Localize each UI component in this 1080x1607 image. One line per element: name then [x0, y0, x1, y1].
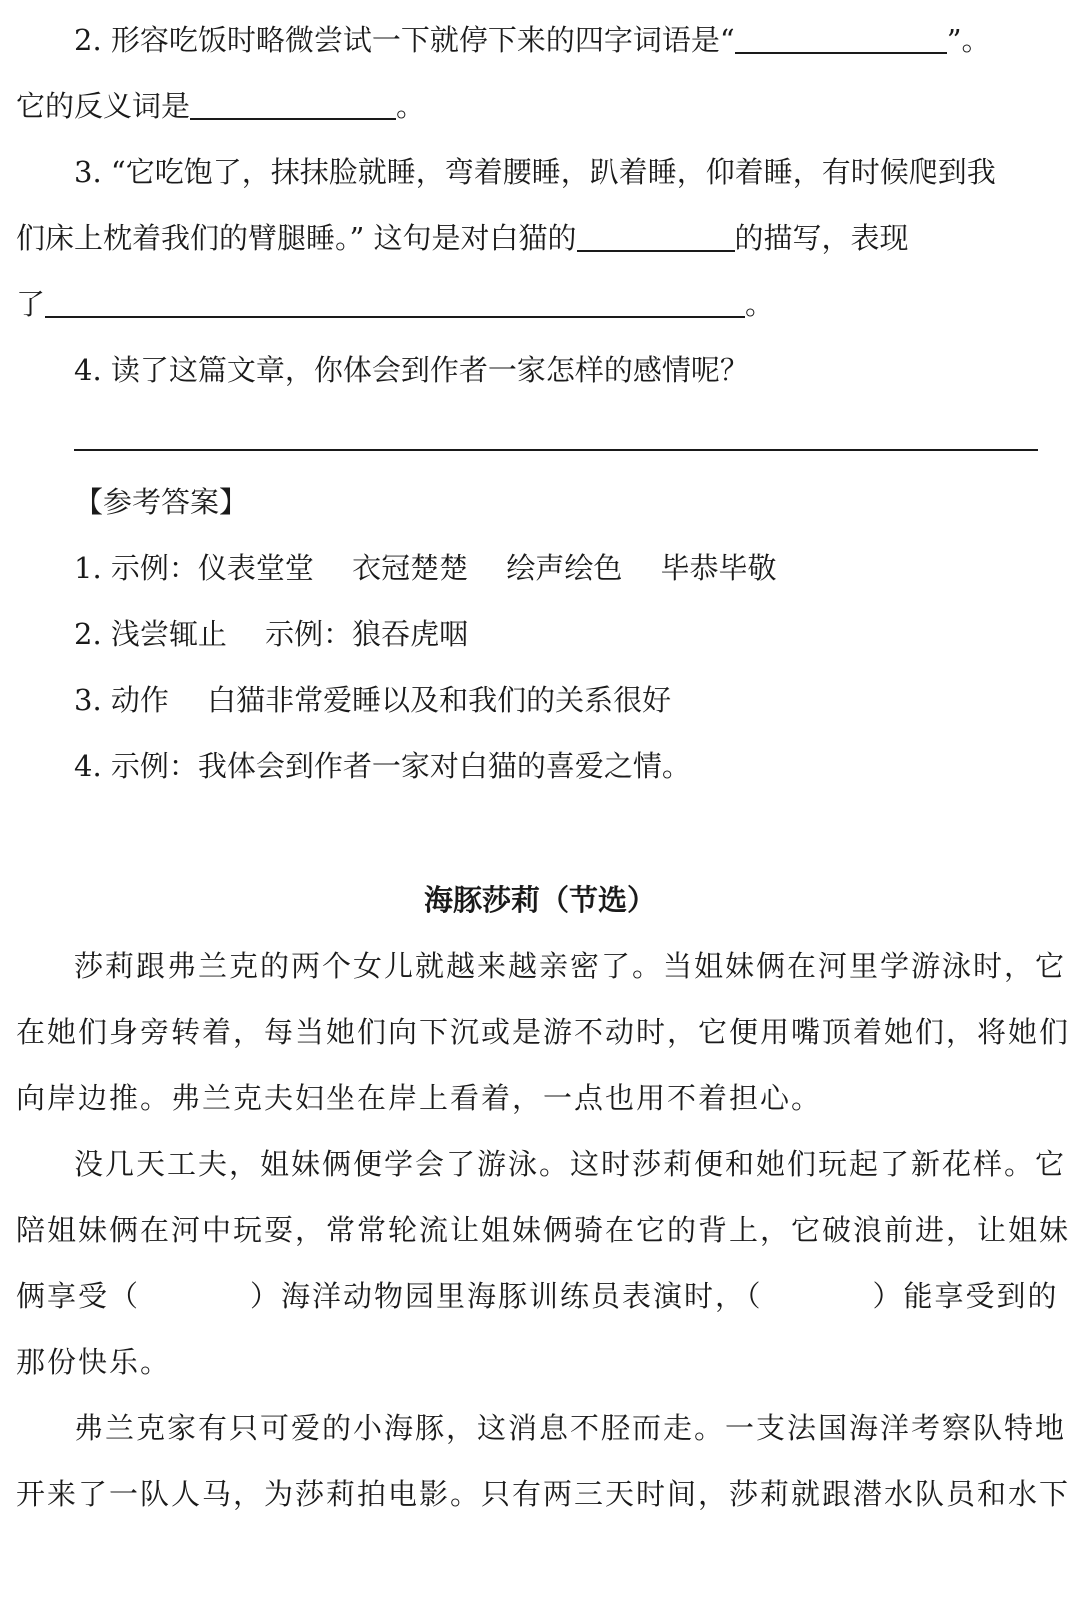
question-3-line-3 — [16, 284, 774, 324]
answer-blank — [735, 22, 947, 54]
answer-1 — [74, 548, 777, 588]
paragraph-2-text: 没几天工夫，姐妹俩便学会了游泳。这时莎莉便和她们玩起了新花样。它 — [74, 1147, 1067, 1181]
closing-quote: ”。 — [946, 23, 991, 57]
question-3-text: 3. “它吃饱了，抹抹脸就睡，弯着腰睡，趴着睡，仰着睡，有时候爬到我 — [74, 155, 996, 189]
paragraph-2-text: ）能享受到的 — [872, 1279, 1059, 1313]
answer-2 — [74, 614, 468, 654]
passage-line — [16, 1474, 1070, 1514]
paragraph-2-text: ）海洋动物园里海豚训练员表演时，（ — [250, 1279, 763, 1313]
paragraph-2-text: 那份快乐。 — [16, 1345, 172, 1379]
question-2-line-1 — [74, 20, 991, 60]
passage-line — [16, 1012, 1070, 1052]
answers-heading — [74, 482, 248, 522]
question-3-text: 们床上枕着我们的臂腿睡。” 这句是对白猫的 — [16, 221, 577, 255]
question-3-line-1 — [74, 152, 996, 192]
answers-heading-text: 【参考答案】 — [74, 485, 249, 519]
answer-2-text: 2. 浅尝辄止 示例：狼吞虎咽 — [74, 617, 469, 651]
passage-line — [16, 1210, 1070, 1250]
question-2-line-2 — [16, 86, 425, 126]
passage-line — [16, 1078, 822, 1118]
paragraph-3-text: 弗兰克家有只可爱的小海豚，这消息不胫而走。一支法国海洋考察队特地 — [74, 1411, 1067, 1445]
answer-blank — [577, 220, 735, 252]
passage-line — [74, 946, 1066, 986]
passage-line — [74, 1144, 1066, 1184]
paragraph-1-text: 向岸边推。弗兰克夫妇坐在岸上看着，一点也用不着担心。 — [16, 1081, 823, 1115]
question-4 — [74, 350, 749, 390]
answer-blank — [45, 286, 745, 318]
answer-3 — [74, 680, 671, 720]
answer-line — [74, 449, 1038, 451]
paragraph-2-text: 陪姐妹俩在河中玩耍，常常轮流让姐妹俩骑在它的背上，它破浪前进，让姐妹 — [16, 1213, 1071, 1247]
passage-line — [16, 1276, 1059, 1316]
passage-line — [74, 1408, 1066, 1448]
paragraph-2-text: 俩享受（ — [16, 1279, 141, 1313]
passage-title — [0, 880, 1080, 920]
question-3-line-2 — [16, 218, 909, 258]
antonym-prompt: 它的反义词是 — [16, 89, 191, 123]
question-4-text: 4. 读了这篇文章，你体会到作者一家怎样的感情呢？ — [74, 353, 749, 387]
period: 。 — [396, 89, 426, 123]
answer-4 — [74, 746, 691, 786]
answer-4-text: 4. 示例：我体会到作者一家对白猫的喜爱之情。 — [74, 749, 691, 783]
paragraph-3-text: 开来了一队人马，为莎莉拍电影。只有两三天时间，莎莉就跟潜水队员和水下 — [16, 1477, 1071, 1511]
passage-line — [16, 1342, 171, 1382]
answer-blank — [190, 88, 396, 120]
period: 。 — [745, 287, 775, 321]
passage-title-text: 海豚莎莉（节选） — [423, 883, 656, 917]
paragraph-1-text: 莎莉跟弗兰克的两个女儿就越来越亲密了。当姐妹俩在河里学游泳时，它 — [74, 949, 1067, 983]
answer-3-text: 3. 动作 白猫非常爱睡以及和我们的关系很好 — [74, 683, 672, 717]
question-2-text: 2. 形容吃饭时略微尝试一下就停下来的四字词语是“ — [74, 23, 735, 57]
answer-1-text: 1. 示例：仪表堂堂 衣冠楚楚 绘声绘色 毕恭毕敬 — [74, 551, 777, 585]
paragraph-1-text: 在她们身旁转着，每当她们向下沉或是游不动时，它便用嘴顶着她们，将她们 — [16, 1015, 1071, 1049]
question-3-text: 了 — [16, 287, 46, 321]
question-3-text: 的描写，表现 — [734, 221, 909, 255]
